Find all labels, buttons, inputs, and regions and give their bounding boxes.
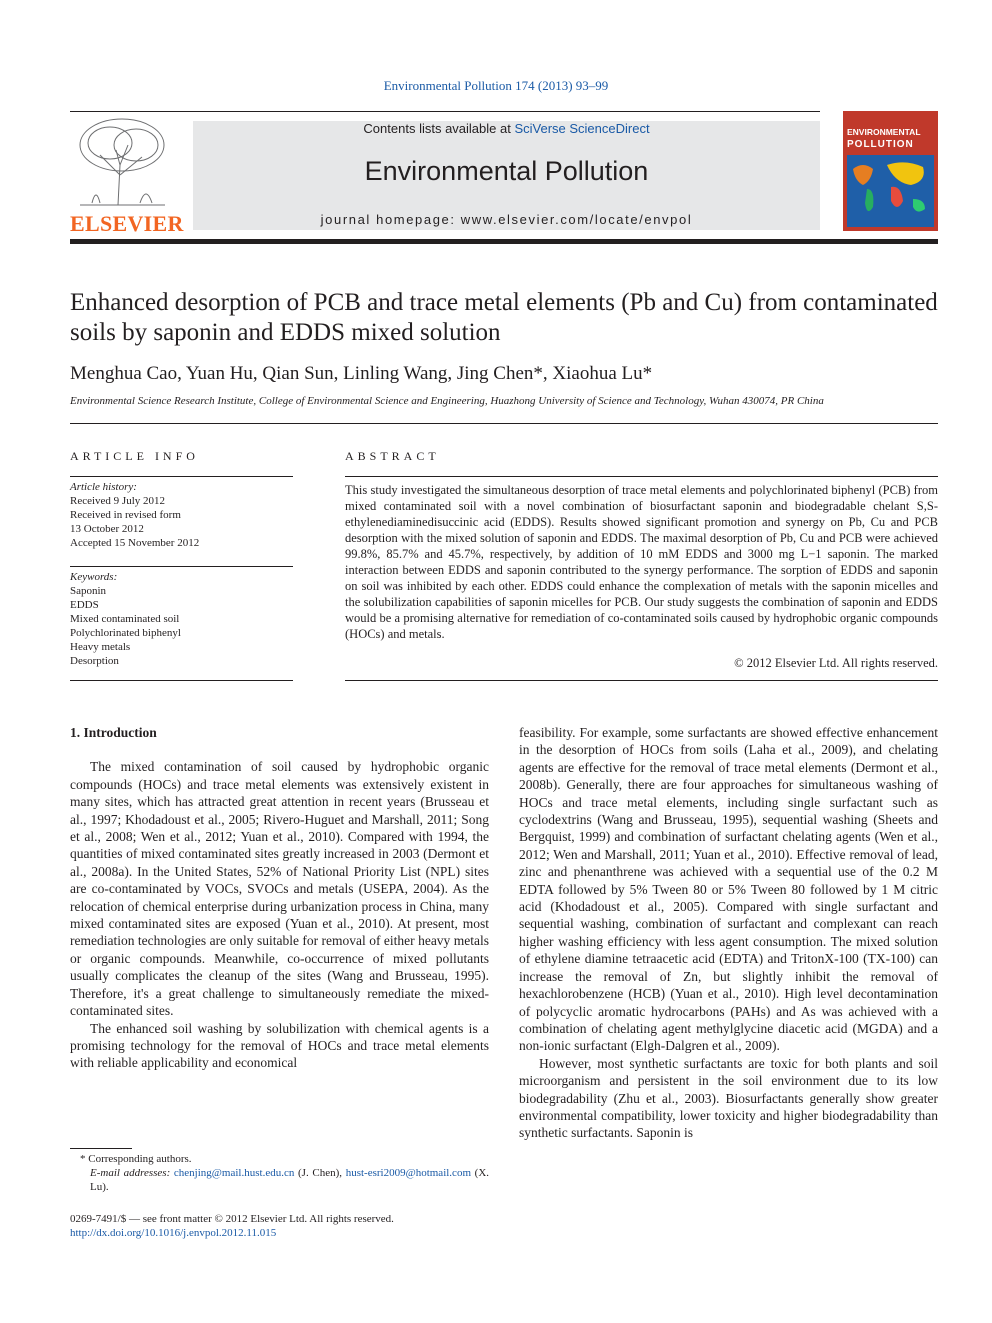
- history-item: Received 9 July 2012: [70, 495, 166, 507]
- history-label: Article history:: [70, 481, 137, 493]
- article-info-rule-3: [70, 680, 293, 681]
- cover-title-1: ENVIRONMENTAL: [847, 127, 921, 137]
- header-top-rule: [70, 111, 820, 112]
- front-matter: [70, 1212, 550, 1240]
- abstract-text: This study investigated the simultaneous desorption of trace metal elements and polychlorinated biphenyl (PCB) from mixed contaminated soil with a novel combination of biosurfactant saponin and biodegradable chelant S,S-ethylenediaminedisuccinic acid (EDDS). Results showed significant promotion and synergy on Pb, Cu and PCB desorption with the mixed solution of saponin and EDDS. The maximal desorption of Pb, Cu and PCB were achieved 99.8%, 85.7% and 45.7%, respectively, by addition of 10 mM EDDS and 3000 mg L−1 saponin. The marked interaction between EDDS and saponin contributed to the synergy performance. The sorption of EDDS and saponin on soil was inhibited by each other. EDDS could enhance the complexation of metals with the saponin micelles and the solubilization capabilities of saponin micelles for PCB. Our study suggests the combination of saponin and EDDS would be a promising alternative for remediation of co-contaminated soils caused by hydrophobic organic compounds (HOCs) and metals.: [345, 483, 938, 641]
- footnote-rule: [70, 1148, 132, 1149]
- paragraph: The mixed contamination of soil caused by hydrophobic organic compounds (HOCs) and trace metal elements was extensively existent in many sites, which has attracted great attention in recent years (Brusseau et al., 1997; Khodadoust et al., 2005; Rivero-Huguet and Marshall, 2011; Song et al., 2008; Wen et al., 2012; Yuan et al., 2010). Compared with 1994, the quantities of mixed contaminated sites greatly increased in 2003 (Dermont et al., 2008a). In the United States, 52% of National Priority List (NPL) sites are co-contaminated by VOCs, SVOCs and metals (USEPA, 2004). As the relocation of chemical enterprise during urbanization process in China, many mixed contaminated sites are exposed (Yuan et al., 2010). At present, most remediation technologies are only suitable for removal of either heavy metals or organic compounds. Meanwhile, co-occurrence of mixed pollutants usually complicates the cleanup of the sites (Wang and Brusseau, 1995). Therefore, it's a great challenge to simultaneously remediate the mixed-contaminated sites.: [70, 759, 489, 1019]
- contents-prefix: Contents lists available at: [363, 121, 515, 136]
- doi-link[interactable]: http://dx.doi.org/10.1016/j.envpol.2012.11.015: [70, 1227, 277, 1239]
- elsevier-wordmark: ELSEVIER: [70, 211, 184, 236]
- article-info-rule-2: [70, 566, 293, 567]
- footnotes: [70, 1152, 489, 1194]
- abstract-rule-bottom: [345, 680, 938, 681]
- affiliation: Environmental Science Research Institute, College of Environmental Science and Engineering, Huazhong University of Science and Technology, Wuhan 430074, PR China: [70, 395, 824, 407]
- keywords: [70, 570, 293, 668]
- article-history: [70, 480, 293, 550]
- title-block-rule: [70, 423, 938, 424]
- sciencedirect-link[interactable]: SciVerse ScienceDirect: [514, 121, 650, 136]
- issn-line: 0269-7491/$ — see front matter © 2012 Elsevier Ltd. All rights reserved.: [70, 1213, 394, 1225]
- journal-citation[interactable]: Environmental Pollution 174 (2013) 93–99: [383, 78, 609, 93]
- article-info-heading: ARTICLE INFO: [70, 449, 199, 463]
- keyword: EDDS: [70, 599, 99, 611]
- contents-line: [193, 121, 820, 136]
- paragraph: The enhanced soil washing by solubilization with chemical agents is a promising technology for the removal of HOCs and trace metal elements with reliable applicability and economical: [70, 1020, 489, 1071]
- email-owner: (X. Lu).: [90, 1167, 490, 1193]
- paragraph: feasibility. For example, some surfactants are showed effective enhancement in the desorption of HOCs from soils (Laha et al., 2009), and chelating agents are effective for the removal of trace metal elements (Dermont et al., 2008b). Generally, there are four approaches for simultaneous washing of HOCs and trace metal elements, including single surfactant such as cyclodextrins (Wang and Brusseau, 1995), sequential washing (Sheets and Bergquist, 1999) and combination of surfactant chelating agents (Wen et al., 2012; Wen and Marshall, 2011; Yuan et al., 2010). Effective removal of lead, zinc and phenanthrene was achieved with a sequential use of the 0.2 M EDTA followed by 5% Tween 80 or 5% Tween 80 followed by 1 M citric acid (Khodadoust et al., 2005). Compared with single surfactant and sequential washing, combination of surfactant and complexant can reach higher washing efficiency with less agent consumption. The mixed solution of ethylene diamine tetraacetic acid (EDTA) and TritonX-100 (TX-100) can increase the removal of Zn, but slightly inhibit the removal of hexachlorobenzene (HCB) (Yuan et al., 2010). High level decontamination of polycyclic aromatic hydrocarbons (PAHs) and As was achieved with a combination of chelating agent methylglycine diacetic acid (MGDA) and a non-ionic surfactant (Elgh-Dalgren et al., 2009).: [519, 725, 938, 1054]
- journal-cover: [843, 111, 938, 231]
- abstract-heading: ABSTRACT: [345, 449, 440, 463]
- abstract-copyright: © 2012 Elsevier Ltd. All rights reserved.: [734, 656, 938, 670]
- section-heading-introduction: 1. Introduction: [70, 725, 157, 740]
- header-thick-rule: [70, 239, 938, 244]
- email-label: E-mail addresses:: [90, 1167, 171, 1179]
- email-link-lu[interactable]: hust-esri2009@hotmail.com: [345, 1167, 471, 1179]
- author-list: Menghua Cao, Yuan Hu, Qian Sun, Linling Wang, Jing Chen*, Xiaohua Lu*: [70, 363, 653, 384]
- cover-title-2: POLLUTION: [847, 139, 914, 150]
- article-title: Enhanced desorption of PCB and trace metal elements (Pb and Cu) from contaminated soils by saponin and EDDS mixed solution: [70, 289, 938, 346]
- history-item: 13 October 2012: [70, 523, 144, 535]
- keyword: Desorption: [70, 655, 119, 667]
- keywords-label: Keywords:: [70, 571, 118, 583]
- email-note: [70, 1166, 489, 1194]
- body-right-column: [519, 724, 938, 1142]
- history-item: Accepted 15 November 2012: [70, 537, 200, 549]
- keyword: Mixed contaminated soil: [70, 613, 180, 625]
- article-info-rule-1: [70, 476, 293, 477]
- abstract-rule-top: [345, 476, 938, 477]
- keyword: Polychlorinated biphenyl: [70, 627, 181, 639]
- keyword: Saponin: [70, 585, 107, 597]
- history-item: Received in revised form: [70, 509, 181, 521]
- cover-map-image: [847, 155, 934, 227]
- email-owner: (J. Chen),: [298, 1167, 343, 1179]
- paragraph: However, most synthetic surfactants are toxic for both plants and soil microorganism and persistent in the soil environment due to its low biodegradability (Zhu et al., 2003). Biosurfactants generally show greater environmental compatibility, lower toxicity and higher biodegradability than synthetic surfactants. Saponin is: [519, 1055, 938, 1141]
- corresponding-authors-note: * Corresponding authors.: [80, 1153, 192, 1165]
- journal-title: Environmental Pollution: [364, 156, 649, 186]
- journal-homepage[interactable]: journal homepage: www.elsevier.com/locate/envpol: [320, 212, 693, 227]
- email-link-chen[interactable]: chenjing@mail.hust.edu.cn: [173, 1167, 295, 1179]
- keyword: Heavy metals: [70, 641, 131, 653]
- body-left-column: [70, 724, 489, 1072]
